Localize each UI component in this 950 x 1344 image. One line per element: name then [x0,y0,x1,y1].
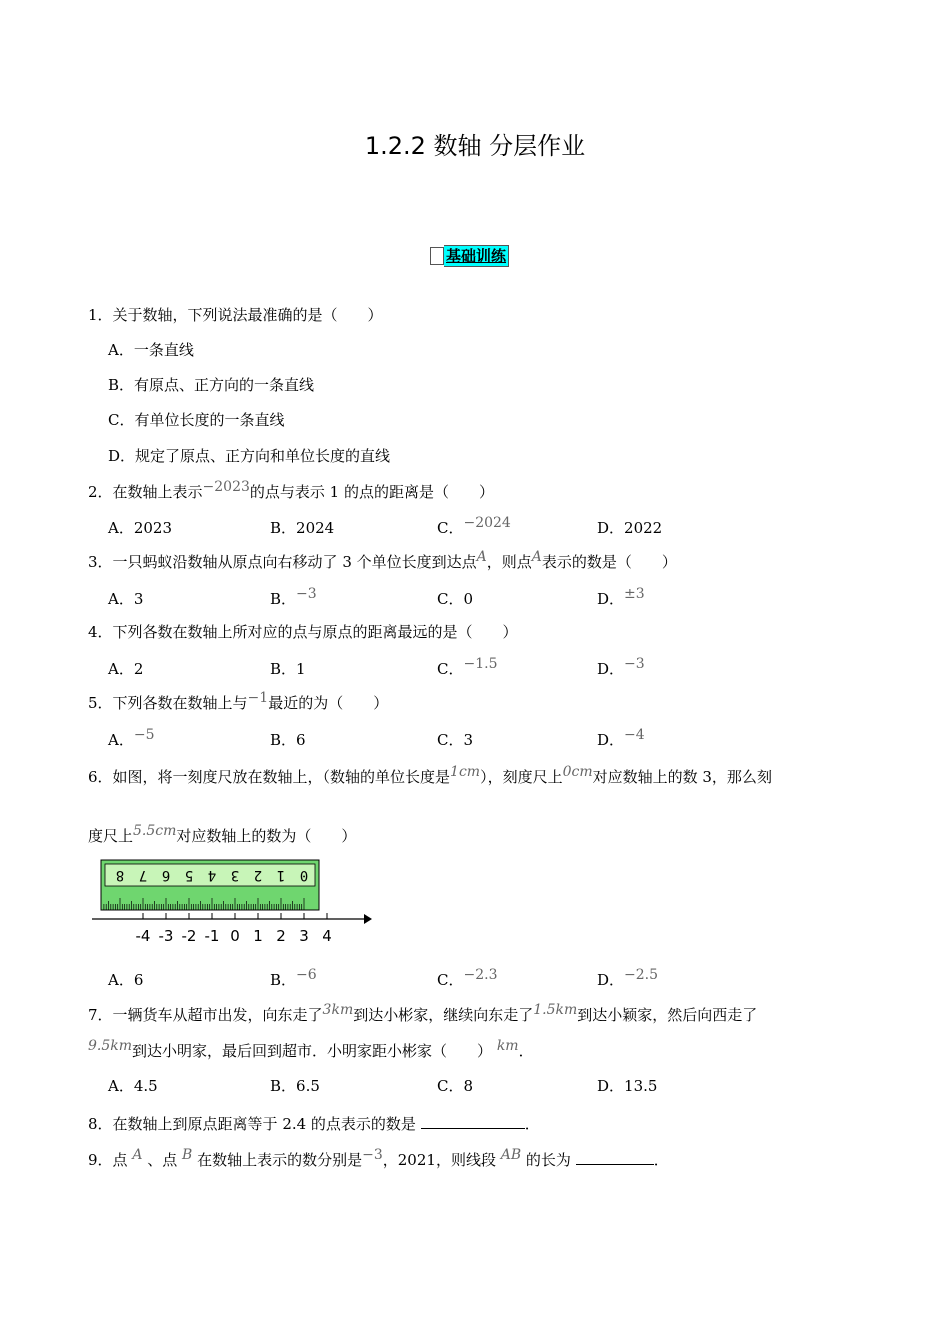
q3-option-b [270,586,317,610]
ruler-label: 7 [138,867,148,883]
axis-label: 0 [230,927,240,945]
q1-option-d: D．规定了原点、正方向和单位长度的直线 [108,447,391,465]
q7-l1-math1: 3km [322,1002,354,1018]
axis-label: 1 [253,927,263,945]
axis-label: -2 [181,927,197,945]
axis-label: -3 [158,927,174,945]
q4-stem: 4．下列各数在数轴上所对应的点与原点的距离最远的是（ ） [88,623,518,641]
q7-l2-end: ． [518,1042,534,1060]
q4-option-c [437,656,498,680]
q3-b-pre: B． [270,590,297,608]
q3-b-math: −3 [296,586,317,602]
q9-math-neg3: −3 [362,1147,383,1163]
q9-math-b: B [182,1147,193,1163]
q6-c-pre: C． [437,971,464,989]
ruler-label: 5 [184,867,194,883]
q7-stem-line1 [88,1002,758,1026]
q6-stem-line2 [88,823,357,847]
q7-option-b: B．6.5 [270,1077,320,1095]
q6-l1-pre: 6．如图，将一刻度尺放在数轴上，（数轴的单位长度是 [88,768,451,786]
q5-pre: 5．下列各数在数轴上与 [88,694,248,712]
ruler-figure [88,855,378,947]
q3-math-a1: A [476,549,487,565]
axis-label: -4 [135,927,151,945]
q7-l1-mid: 到达小彬家，继续向东走了 [353,1006,534,1024]
q6-option-a: A．6 [108,971,144,989]
q5-option-c: C．3 [437,731,474,749]
q9-mid2: 在数轴上表示的数分别是 [197,1151,363,1169]
axis-ticks [143,913,327,919]
q9-pre: 9．点 [88,1151,128,1169]
q5-option-d [597,727,645,751]
q6-l1-math2: 0cm [562,764,593,780]
q3-option-a: A．3 [108,590,144,608]
q4-c-math: −1.5 [463,656,498,672]
q3-math-a2: A [531,549,542,565]
q7-l2-math2: km [496,1038,519,1054]
page-title: 1.2.2 数轴 分层作业 [364,132,586,160]
q3-mid: ，则点 [486,553,532,571]
q2-math: −2023 [202,479,250,495]
q9-math-a: A [132,1147,143,1163]
q4-option-a: A．2 [108,660,144,678]
q6-option-c [437,967,498,991]
axis-labels [136,927,332,945]
q6-b-math: −6 [296,967,317,983]
ruler-label: 2 [253,867,263,883]
axis-label: -1 [204,927,220,945]
q6-d-math: −2.5 [624,967,659,983]
q9-stem [88,1148,669,1171]
q9-end: ． [653,1151,669,1169]
q2-option-d: D．2022 [597,519,663,537]
q1-option-a: A．一条直线 [108,341,194,359]
q1-stem: 1．关于数轴，下列说法最准确的是（ ） [88,306,383,324]
q3-d-math: ±3 [624,586,645,602]
number-axis-arrow [364,914,372,924]
q9-mid4: 的长为 [525,1151,571,1169]
q2-c-math: −2024 [463,515,511,531]
section-label: 基础训练 [444,245,509,267]
q3-option-c: C．0 [437,590,474,608]
q5-a-math: −5 [133,727,155,743]
axis-label: 4 [322,927,332,945]
q7-stem-line2 [88,1038,534,1062]
section-box [430,247,444,265]
ruler-label: 3 [230,867,240,883]
q5-option-a [108,727,155,751]
q7-option-c: C．8 [437,1077,474,1095]
q6-l2-pre: 度尺上 [88,827,134,845]
q6-l1-math1: 1cm [450,764,481,780]
q6-b-pre: B． [270,971,297,989]
q2-stem [88,479,494,503]
q7-l1-pre: 7．一辆货车从超市出发，向东走了 [88,1006,323,1024]
q5-stem [88,690,389,714]
ruler-label: 6 [161,867,171,883]
q6-option-d [597,967,659,991]
q5-post: 最近的为（ ） [268,694,389,712]
q5-option-b: B．6 [270,731,306,749]
q4-d-pre: D． [597,660,625,678]
q8-stem [88,1112,540,1134]
q7-l1-post: 到达小颖家，然后向西走了 [577,1006,758,1024]
q3-d-pre: D． [597,590,625,608]
q2-pre: 2．在数轴上表示 [88,483,203,501]
q8-answer-blank[interactable] [421,1112,525,1129]
ruler-label: 0 [299,867,309,883]
q6-d-pre: D． [597,971,625,989]
q2-post: 的点与表示 1 的点的距离是（ ） [249,483,494,501]
axis-label: 2 [276,927,286,945]
q9-math-ab: AB [500,1147,522,1163]
q5-d-math: −4 [624,727,645,743]
q4-d-math: −3 [624,656,645,672]
q6-c-math: −2.3 [463,967,498,983]
section-header [430,246,509,266]
q7-l2-mid: 到达小明家，最后回到超市．小明家距小彬家（ ） [132,1042,493,1060]
ruler-label: 1 [276,867,286,883]
q6-stem-line1 [88,764,772,788]
q1-option-b: B．有原点、正方向的一条直线 [108,376,315,394]
q9-answer-blank[interactable] [576,1148,654,1165]
q7-option-d: D．13.5 [597,1077,658,1095]
q3-option-d [597,586,645,610]
q7-option-a: A．4.5 [108,1077,158,1095]
q6-l1-mid: ），刻度尺上 [480,768,563,786]
q9-mid3: ，2021，则线段 [382,1151,496,1169]
q5-d-pre: D． [597,731,625,749]
q8-pre: 8．在数轴上到原点距离等于 2.4 的点表示的数是 [88,1115,416,1133]
q8-end: ． [524,1115,540,1133]
q6-l2-post: 对应数轴上的数为（ ） [176,827,357,845]
q4-option-b: B．1 [270,660,306,678]
q7-l1-math2: 1.5km [533,1002,578,1018]
q2-option-b: B．2024 [270,519,335,537]
q6-option-b [270,967,317,991]
q3-pre: 3．一只蚂蚁沿数轴从原点向右移动了 3 个单位长度到达点 [88,553,477,571]
q6-l1-post: 对应数轴上的数 3，那么刻 [592,768,772,786]
q3-stem [88,549,677,573]
q3-post: 表示的数是（ ） [541,553,677,571]
q9-mid1: 、点 [147,1151,178,1169]
q2-option-a: A．2023 [108,519,173,537]
ruler-label: 4 [207,867,217,883]
q7-l2-math1: 9.5km [88,1038,133,1054]
q1-option-c: C．有单位长度的一条直线 [108,411,285,429]
q4-c-pre: C． [437,660,464,678]
q5-math: −1 [247,690,269,706]
axis-label: 3 [299,927,309,945]
q4-option-d [597,656,645,680]
q2-option-c [437,515,511,539]
q6-l2-math: 5.5cm [133,823,177,839]
q5-a-pre: A． [108,731,134,749]
ruler-labels [116,867,308,883]
q2-c-pre: C． [437,519,464,537]
ruler-label: 8 [115,867,125,883]
